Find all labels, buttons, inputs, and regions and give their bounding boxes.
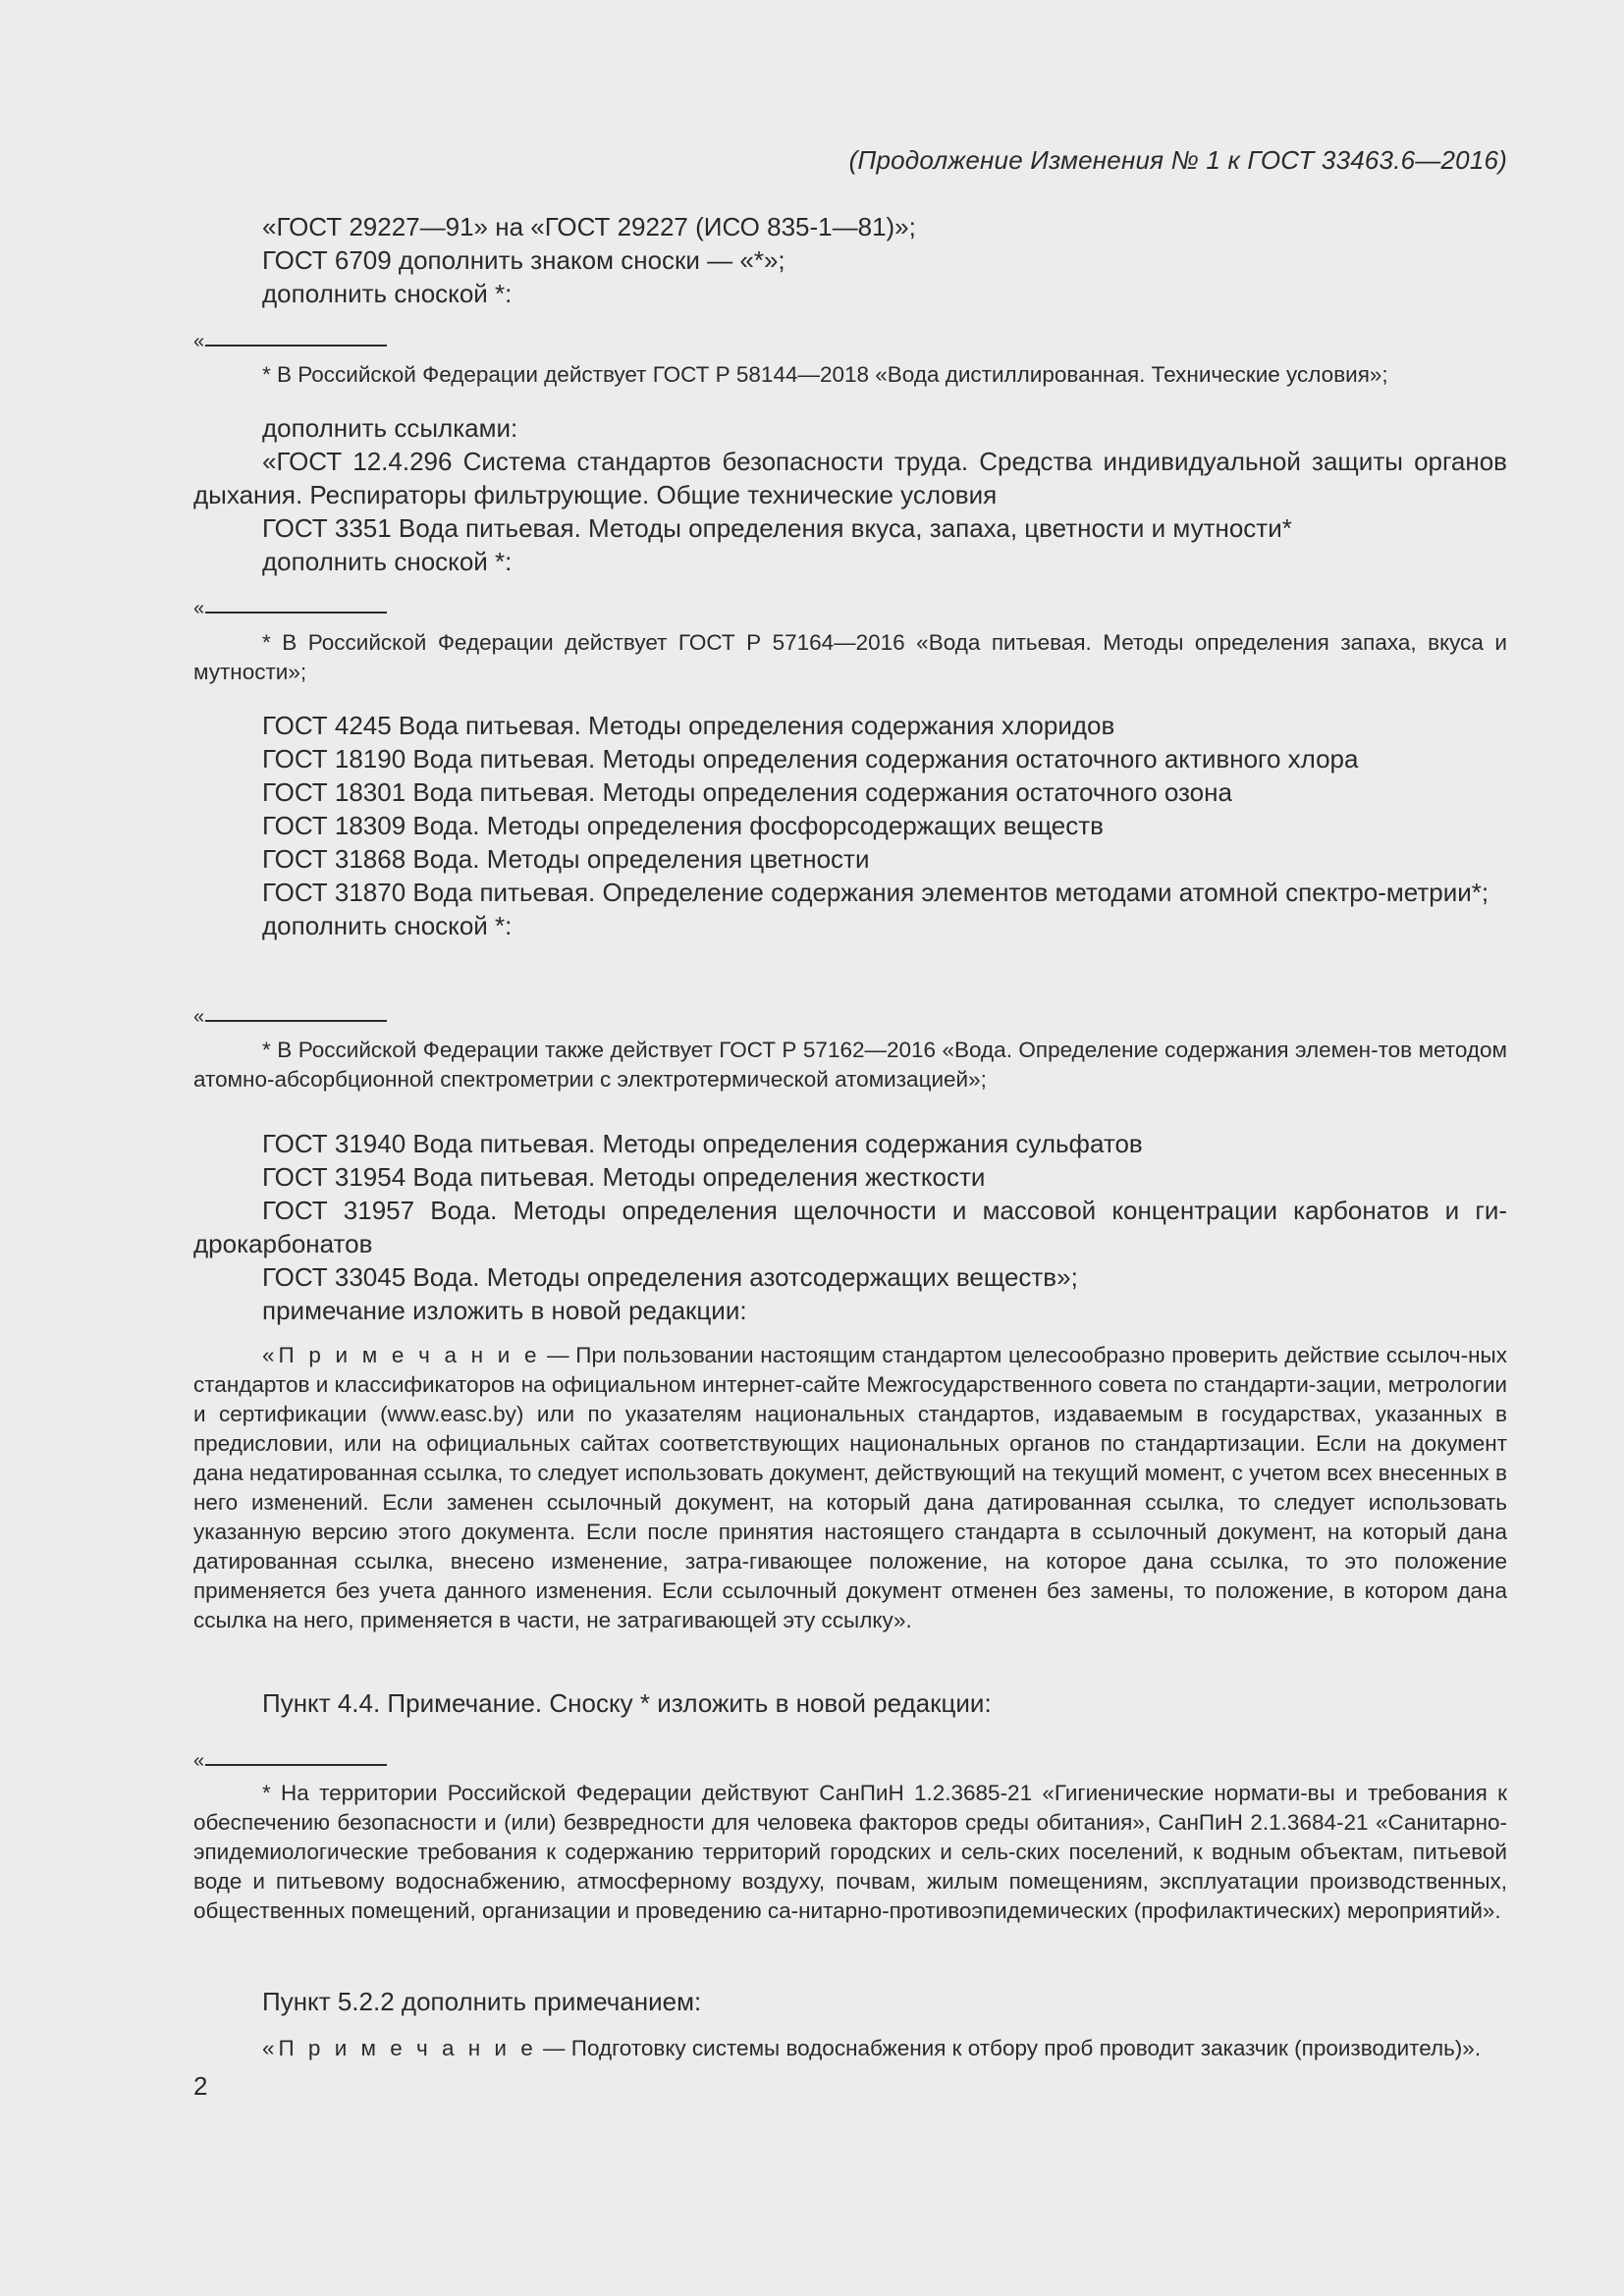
- footnote-separator: [193, 1006, 390, 1031]
- paragraph: ГОСТ 33045 Вода. Методы определения азотсодержащих веществ»;: [262, 1262, 1078, 1292]
- footnote-separator: [193, 331, 390, 355]
- paragraph: дополнить ссылками:: [262, 413, 518, 443]
- paragraph: «ГОСТ 12.4.296 Система стандартов безопасности труда. Средства индивидуальной защиты органов дыхания. Респираторы фильтрующие. Общие технические условия: [193, 447, 1507, 509]
- footnote-separator: [193, 598, 390, 622]
- separator-rule: [205, 612, 387, 614]
- paragraph: ГОСТ 18190 Вода питьевая. Методы определения содержания остаточного активного хлора: [262, 744, 1359, 774]
- block-4: [193, 1127, 1507, 1327]
- footnote-2: [193, 628, 1507, 687]
- note-2: [193, 2034, 1507, 2063]
- item-5-2-2: [193, 1985, 1507, 2018]
- paragraph: ГОСТ 31957 Вода. Методы определения щелочности и массовой концентрации карбонатов и ги-дрокарбонатов: [193, 1196, 1507, 1258]
- note-paragraph: [193, 1341, 1507, 1635]
- footnote-3: [193, 1036, 1507, 1095]
- paragraph: ГОСТ 3351 Вода питьевая. Методы определения вкуса, запаха, цветности и мутности*: [262, 513, 1292, 543]
- footnote-separator: [193, 1750, 390, 1775]
- paragraph: ГОСТ 18301 Вода питьевая. Методы определения содержания остаточного озона: [262, 777, 1232, 807]
- page-number: 2: [193, 2071, 208, 2101]
- page-header: (Продолжение Изменения № 1 к ГОСТ 33463.6—2016): [848, 145, 1507, 175]
- paragraph: ГОСТ 4245 Вода питьевая. Методы определения содержания хлоридов: [262, 711, 1115, 740]
- separator-rule: [205, 345, 387, 347]
- note-lead: «П р и м е ч а н и е: [262, 1343, 541, 1367]
- footnote-text: * В Российской Федерации действует ГОСТ Р 57164—2016 «Вода питьевая. Методы определения запаха, вкуса и мутности»;: [193, 630, 1507, 684]
- footnote-1: [193, 360, 1507, 390]
- paragraph: ГОСТ 31868 Вода. Методы определения цветности: [262, 844, 870, 874]
- block-2: [193, 411, 1507, 578]
- note-text: — При пользовании настоящим стандартом целесообразно проверить действие ссылоч-ных стандартов и классификаторов на официальном интернет-сайте Межгосударственного совета по стандарти-зации, метрологии и сертификации (www.easc.by) или по указателям национальных стандартов, издаваемым в государствах, указанных в предисловии, или на официальных сайтах соответствующих национальных органов по стандартизации. Если на документ дана недатированная ссылка, то следует использовать документ, действующий на текущий момент, с учетом всех внесенных в него изменений. Если заменен ссылочный документ, на который дана датированная ссылка, то следует использовать указанную версию этого документа. Если после принятия настоящего стандарта в ссылочный документ, на который дана датированная ссылка, внесено изменение, затра-гивающее положение, на которое дана ссылка, то это положение применяется без учета данного изменения. Если ссылочный документ отменен без замены, то положение, в котором дана ссылка на него, применяется в части, не затрагивающей эту ссылку».: [193, 1343, 1507, 1632]
- paragraph: дополнить сноской *:: [262, 911, 513, 940]
- separator-rule: [205, 1764, 387, 1766]
- paragraph: Пункт 5.2.2 дополнить примечанием:: [262, 1987, 702, 2016]
- note-1: [193, 1341, 1507, 1635]
- block-3: [193, 709, 1507, 942]
- block-1: [193, 210, 1507, 310]
- footnote-quote: «: [193, 1006, 205, 1028]
- footnote-text: * В Российской Федерации также действует ГОСТ Р 57162—2016 «Вода. Определение содержания элемен-тов методом атомно-абсорбционной спектрометрии с электротермической атомизацией»;: [193, 1038, 1507, 1092]
- paragraph: ГОСТ 6709 дополнить знаком сноски — «*»;: [262, 245, 785, 275]
- paragraph: ГОСТ 18309 Вода. Методы определения фосфорсодержащих веществ: [262, 811, 1104, 840]
- paragraph: ГОСТ 31954 Вода питьевая. Методы определения жесткости: [262, 1162, 986, 1192]
- footnote-text: * На территории Российской Федерации действуют СанПиН 1.2.3685-21 «Гигиенические нормати-вы и требования к обеспечению безопасности и (или) безвредности для человека факторов среды обитания», СанПиН 2.1.3684-21 «Санитарно-эпидемиологические требования к содержанию территорий городских и сель-ских поселений, к водным объектам, питьевой воде и питьевому водоснабжению, атмосферному воздуху, почвам, жилым помещениям, эксплуатации производственных, общественных помещений, организации и проведению са-нитарно-противоэпидемических (профилактических) мероприятий».: [193, 1781, 1507, 1923]
- item-4-4: [193, 1686, 1507, 1720]
- paragraph: дополнить сноской *:: [262, 279, 513, 308]
- footnote-text: * В Российской Федерации действует ГОСТ Р 58144—2018 «Вода дистиллированная. Технические условия»;: [262, 362, 1388, 387]
- footnote-4: [193, 1779, 1507, 1926]
- paragraph: «ГОСТ 29227—91» на «ГОСТ 29227 (ИСО 835-1—81)»;: [262, 212, 916, 241]
- paragraph: примечание изложить в новой редакции:: [262, 1296, 747, 1325]
- paragraph: дополнить сноской *:: [262, 547, 513, 576]
- footnote-quote: «: [193, 1750, 205, 1772]
- paragraph: ГОСТ 31940 Вода питьевая. Методы определения содержания сульфатов: [262, 1129, 1143, 1158]
- note-lead: «П р и м е ч а н и е: [262, 2036, 537, 2060]
- separator-rule: [205, 1020, 387, 1022]
- note-text: — Подготовку системы водоснабжения к отбору проб проводит заказчик (производитель)».: [536, 2036, 1482, 2060]
- paragraph: Пункт 4.4. Примечание. Сноску * изложить в новой редакции:: [262, 1688, 992, 1718]
- paragraph: ГОСТ 31870 Вода питьевая. Определение содержания элементов методами атомной спектро-метрии*;: [262, 878, 1489, 907]
- footnote-quote: «: [193, 331, 205, 352]
- footnote-quote: «: [193, 598, 205, 619]
- note-paragraph: [193, 2034, 1507, 2063]
